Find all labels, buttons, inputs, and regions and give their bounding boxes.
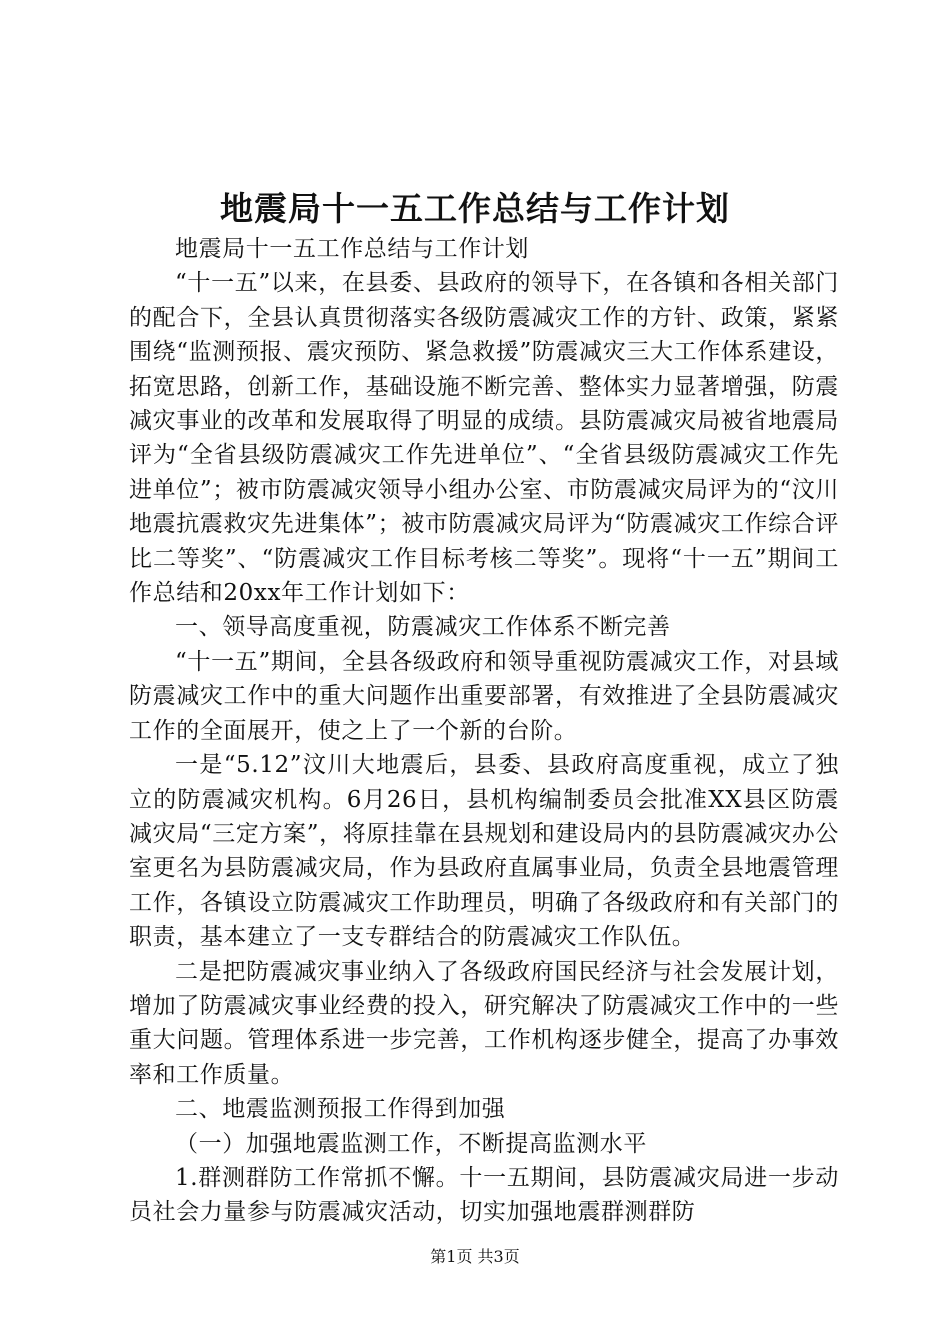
section-heading-1: 一、领导高度重视，防震减灾工作体系不断完善 — [175, 614, 671, 641]
page-footer: 第1页 共3页 — [430, 1247, 520, 1266]
paragraph-section-1: “十一五”期间，全县各级政府和领导重视防震减灾工作，对县域防震减灾工作中的重大问题作出重要部署，有效推进了全县防震减灾工作的全面展开，使之上了一个新的台阶。 — [129, 648, 839, 744]
paragraph-subtitle: 地震局十一五工作总结与工作计划 — [175, 236, 529, 262]
section-heading-2: 二、地震监测预报工作得到加强 — [175, 1096, 506, 1123]
subsection-heading-1: （一）加强地震监测工作，不断提高监测水平 — [175, 1130, 647, 1157]
document-title: 地震局十一五工作总结与工作计划 — [220, 189, 730, 228]
paragraph-point-2: 二是把防震减灾事业纳入了各级政府国民经济与社会发展计划，增加了防震减灾事业经费的投入，研究解决了防震减灾工作中的一些重大问题。管理体系进一步完善，工作机构逐步健全，提高了办事效率和工作质量。 — [129, 958, 839, 1088]
paragraph-item-1: 1.群测群防工作常抓不懈。十一五期间，县防震减灾局进一步动员社会力量参与防震减灾活动，切实加强地震群测群防 — [129, 1164, 839, 1226]
document-body — [129, 232, 839, 1230]
paragraph-intro: “十一五”以来，在县委、县政府的领导下，在各镇和各相关部门的配合下，全县认真贯彻落实各级防震减灾工作的方针、政策，紧紧围绕“监测预报、震灾预防、紧急救援”防震减灾三大工作体系建设，拓宽思路，创新工作，基础设施不断完善、整体实力显著增强，防震减灾事业的改革和发展取得了明显的成绩。县防震减灾局被省地震局评为“全省县级防震减灾工作先进单位”、“全省县级防震减灾工作先进单位”；被市防震减灾领导小组办公室、市防震减灾局评为的“汶川地震抗震救灾先进集体”；被市防震减灾局评为“防震减灾工作综合评比二等奖”、“防震减灾工作目标考核二等奖”。现将“十一五”期间工作总结和20xx年工作计划如下： — [129, 270, 839, 607]
paragraph-point-1: 一是“5.12”汶川大地震后，县委、县政府高度重视，成立了独立的防震减灾机构。6月26日，县机构编制委员会批准XX县区防震减灾局“三定方案”，将原挂靠在县规划和建设局内的县防震减灾办公室更名为县防震减灾局，作为县政府直属事业局，负责全县地震管理工作，各镇设立防震减灾工作助理员，明确了各级政府和有关部门的职责，基本建立了一支专群结合的防震减灾工作队伍。 — [129, 752, 839, 951]
